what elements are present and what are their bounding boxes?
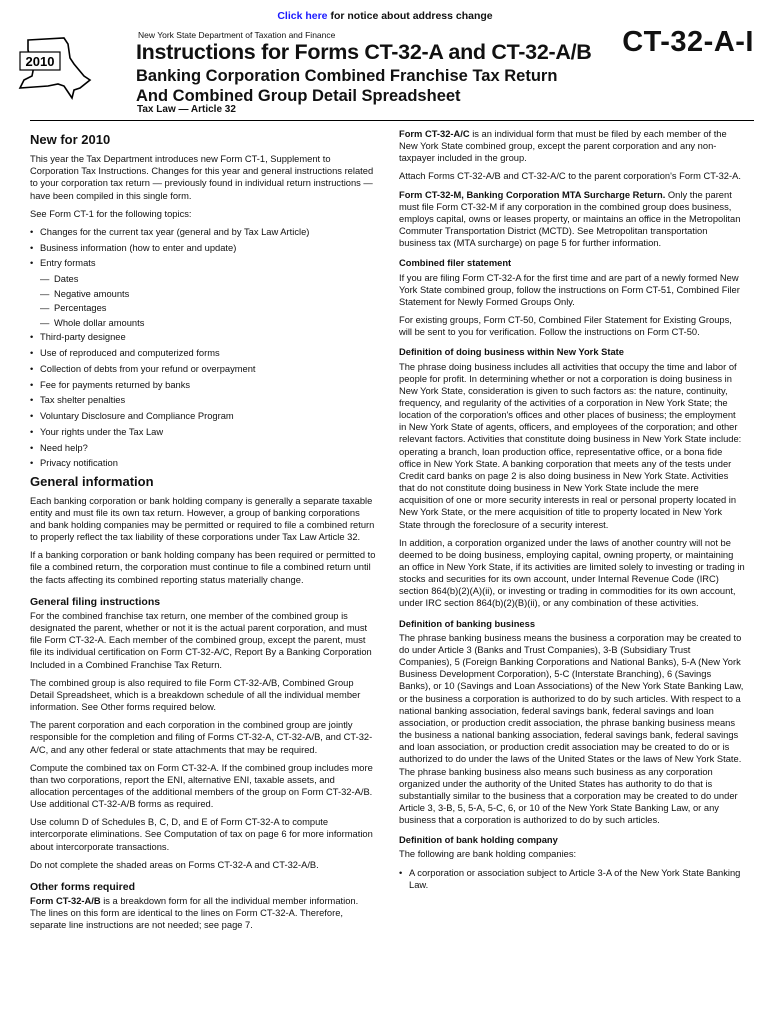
attach-paragraph: Attach Forms CT-32-A/B and CT-32-A/C to the parent corporation's Form CT-32-A. xyxy=(399,171,741,182)
list-item: • Need help? xyxy=(30,442,376,454)
header-divider xyxy=(30,120,754,121)
page-title: Instructions for Forms CT-32-A and CT-32-A/B xyxy=(136,40,592,64)
filing-paragraph: Compute the combined tax on Form CT-32-A. If the combined group includes more than two corporations, report the ENI, alternative ENI, taxable assets, and allocation percentages of the additional members of the group on Form CT-32-A/B. Use additional CT-32-A/B forms as required. xyxy=(30,762,373,810)
general-info-paragraph: Each banking corporation or bank holding company is generally a separate taxable entity and must file its own tax return. However, a group of banking corporations and bank holding companies may be permitted or required to file a combined return to properly reflect the tax liability of these corporations under Tax Law Article 32. xyxy=(30,495,375,543)
list-item: — Whole dollar amounts xyxy=(30,317,376,329)
topics-intro: See Form CT-1 for the following topics: xyxy=(30,208,192,219)
doing-business-paragraph: In addition, a corporation organized under the laws of another country will not be deemed to be doing business, employing capital, owning property, or maintaining an office in New York State, if its activities are limited solely to investing or trading in stocks and securities for its own account, under Internal Revenue Code (IRC) section 864(b)(2)(A)(ii), or investing or trading in commodities for its own account, under IRC section 864(b)(2)(B)(ii), or any combination of these activities. xyxy=(399,537,745,609)
new-for-2010-heading: New for 2010 xyxy=(30,132,111,147)
doing-business-heading: Definition of doing business within New York State xyxy=(399,347,624,358)
combined-filer-paragraph: For existing groups, Form CT-50, Combined Filer Statement for Existing Groups, will be sent to you for verification. Follow the instructions on Form CT-50. xyxy=(399,315,732,338)
left-column xyxy=(30,128,376,938)
page-subtitle xyxy=(136,66,756,106)
filing-paragraph: For the combined franchise tax return, one member of the combined group is designated the parent, whether or not it is the actual parent corporation, and must file Form CT-32-A. Each member of the combined group, except the parent, must file its individual certification on Form CT-32-A/C, Report By a Banking Corporation Included in a Combined Franchise Tax Return. xyxy=(30,610,372,670)
list-item: — Dates xyxy=(30,273,376,285)
form-m-paragraph xyxy=(399,189,745,250)
filing-paragraph: The parent corporation and each corporation in the combined group are jointly responsible for the completion and filing of Forms CT-32-A, CT-32-A/B, and CT-32-A/C, and any other federal or state attachments that may be required. xyxy=(30,720,373,755)
list-item: • Fee for payments returned by banks xyxy=(30,379,376,391)
subtitle-line-2: And Combined Group Detail Spreadsheet xyxy=(136,87,461,105)
subtitle-line-1: Banking Corporation Combined Franchise Tax Return xyxy=(136,67,558,85)
list-item: • Your rights under the Tax Law xyxy=(30,426,376,438)
bank-holding-paragraph: The following are bank holding companies: xyxy=(399,849,577,860)
list-item: — Negative amounts xyxy=(30,288,376,300)
filing-paragraph: Use column D of Schedules B, C, D, and E of Form CT-32-A to compute intercorporate eliminations. See Computation of tax on page 6 for more information about intercorporate transactions. xyxy=(30,817,373,852)
list-item: • Voluntary Disclosure and Compliance Program xyxy=(30,410,376,422)
list-item: • Privacy notification xyxy=(30,457,376,469)
other-forms-paragraph xyxy=(30,895,376,931)
list-item: — Percentages xyxy=(30,302,376,314)
form-label: Form CT-32-A/B xyxy=(30,896,101,907)
list-item: • Third-party designee xyxy=(30,331,376,343)
form-id: CT-32-A-I xyxy=(622,26,754,58)
general-info-paragraph: If a banking corporation or bank holding company has been required or permitted to file a combined return, the corporation must continue to file a combined return until the facts affecting its combined reporting status materially change. xyxy=(30,550,376,585)
banking-business-heading: Definition of banking business xyxy=(399,618,536,629)
address-change-notice xyxy=(0,10,770,22)
combined-filer-heading: Combined filer statement xyxy=(399,258,512,269)
form-ac-paragraph xyxy=(399,128,745,164)
tax-law-reference: Tax Law — Article 32 xyxy=(137,104,236,115)
filing-instructions-heading: General filing instructions xyxy=(30,595,161,608)
paragraph-text: Only the parent must file Form CT-32-M if any corporation in the combined group does business, employs capital, owns or leases property, or maintains an office in the Metropolitan Commuter Transportation District (MCTD). See Metropolitan transportation business tax (MTA surcharge) on page 5 for further information. xyxy=(399,189,741,249)
paragraph-text: is an individual form that must be filed by each member of the New York State combined group, except the parent corporation and any non-taxpayer included in the group. xyxy=(399,129,727,164)
filing-paragraph: Do not complete the shaded areas on Forms CT-32-A and CT-32-A/B. xyxy=(30,859,319,870)
form-label: Form CT-32-A/C xyxy=(399,129,470,139)
list-item: • A corporation or association subject to Article 3-A of the New York State Banking Law. xyxy=(399,867,745,891)
other-forms-heading: Other forms required xyxy=(30,880,136,893)
notice-text: for notice about address change xyxy=(327,10,493,22)
filing-paragraph: The combined group is also required to file Form CT-32-A/B, Combined Group Detail Spreadsheet, which is a breakdown schedule of all the individual member information. See Other forms required below. xyxy=(30,677,361,713)
list-item: • Entry formats xyxy=(30,257,376,269)
bank-holding-company-heading: Definition of bank holding company xyxy=(399,835,558,846)
right-column xyxy=(399,128,745,897)
ny-state-map-logo xyxy=(14,36,94,100)
list-item: • Changes for the current tax year (general and by Tax Law Article) xyxy=(30,226,376,238)
year-label: 2010 xyxy=(25,54,55,69)
topics-list xyxy=(30,226,376,470)
form-label: Form CT-32-M, Banking Corporation MTA Surcharge Return. xyxy=(399,189,666,200)
new-intro-paragraph: This year the Tax Department introduces new Form CT-1, Supplement to Corporation Tax Instructions. Changes for this year and general instructions related to your corporation tax return — previously found in individual return instructions — have been compiled in this single form. xyxy=(30,154,374,201)
list-item: • Use of reproduced and computerized forms xyxy=(30,347,376,359)
list-item: • Tax shelter penalties xyxy=(30,394,376,406)
click-here-link[interactable]: Click here xyxy=(277,10,328,22)
banking-business-paragraph: The phrase banking business means the business a corporation may be created to do under Article 3 (Banks and Trust Companies), 3-B (Subsidiary Trust Companies), 5 (Foreign Banking Corporations and National Banks), 5-A (New York Business Development Corporation), 5-C (Interstate Branching), 6 (Savings Banks), or 10 (Savings and Loan Associations) of the New York State Banking Law, or the business a corporation is authorized to do by such articles. With respect to a national banking association, federal savings bank, federal savings and loan association, or production credit association, the phrase banking business means the business a national banking association, federal savings bank, federal savings and loan association, or production credit association may be created to do or is authorized to do under the laws of the United States or the laws of New York State. The phrase banking business also means such business as any corporation organized under the authority of the United States has authority to do that is substantially similar to the business that a corporation may be created to do under Article 3, 3-B, 5, 5-A, 5-C, 6, or 10 of the New York State Banking Law, or any business that a corporation is authorized to do by such articles. xyxy=(399,632,744,826)
department-name: New York State Department of Taxation and Finance xyxy=(138,30,336,40)
paragraph-text: is a breakdown form for all the individual member information. The lines on this form are identical to the lines on Form CT-32-A. Therefore, separate line instructions are not needed; see page 7. xyxy=(30,896,359,931)
general-information-heading: General information xyxy=(30,473,154,489)
bank-holding-list xyxy=(399,867,745,891)
list-item: • Collection of debts from your refund or overpayment xyxy=(30,363,376,375)
list-item: • Business information (how to enter and update) xyxy=(30,242,376,254)
combined-filer-paragraph: If you are filing Form CT-32-A for the first time and are part of a newly formed New York State combined group, follow the instructions on Form CT-51, Combined Filer Statement for Newly Formed Groups Only. xyxy=(399,272,740,307)
doing-business-paragraph: The phrase doing business includes all activities that occupy the time and labor of people for profit. In determining whether or not a corporation is doing business in New York State, consideration is given to such factors as: the nature, continuity, frequency, and regularity of the activities of a corporation in New York State; the location of the corporation's offices and other places of business; the employment in New York State of agents, officers, and employees of the corporation; and other relevant factors. Activities that constitute doing business in New York State include: operating a branch, loan production office, representative office, or a bona fide office in New York State. A banking corporation that meets any of the tests under Credit card banks on page 2 is also doing business in New York State. Activities that do not constitute doing business in New York State include the mere acquisition of one or more security interests in real or personal property located in New York State, or the mere acquisition of title to property located in New York State through the foreclosure of a security interest. xyxy=(399,361,742,530)
